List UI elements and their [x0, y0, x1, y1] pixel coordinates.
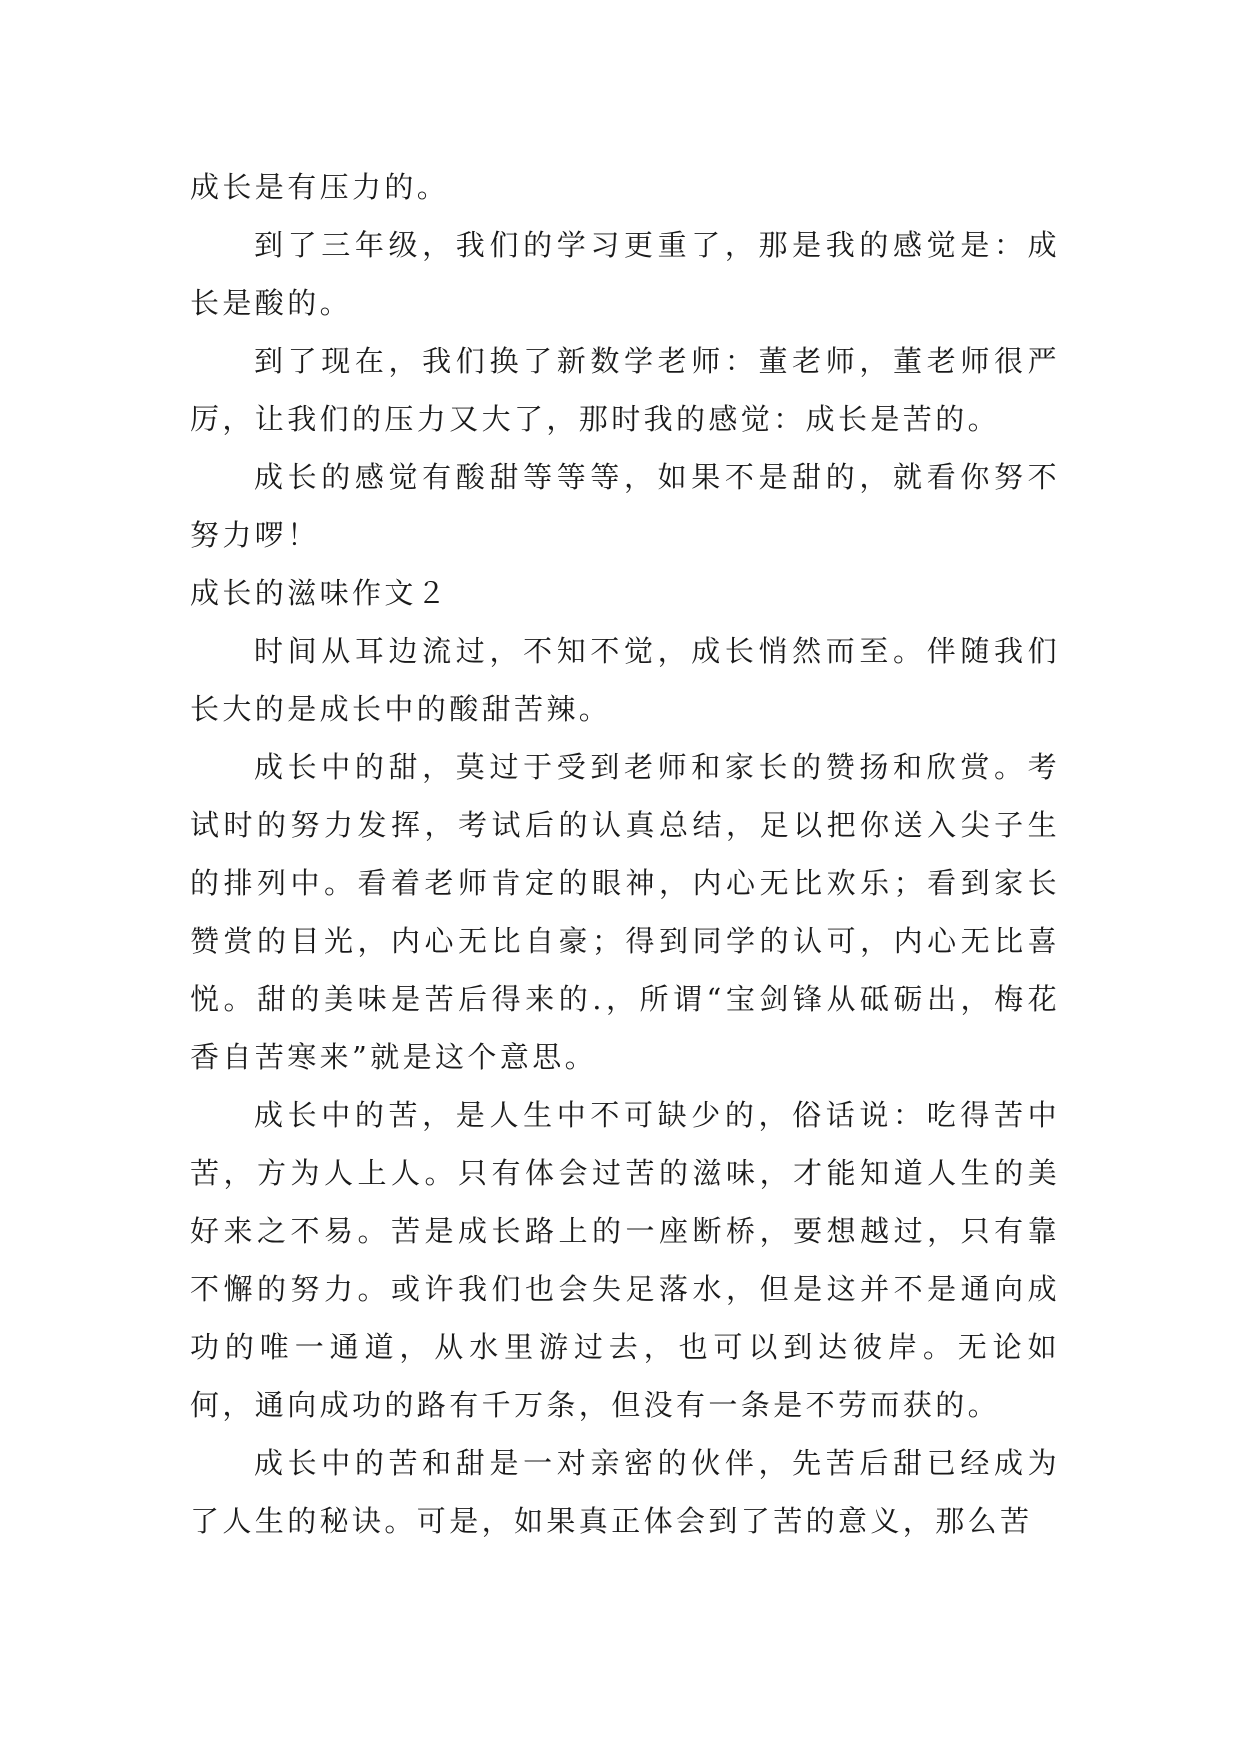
paragraph: 成长中的苦，是人生中不可缺少的，俗话说：吃得苦中苦，方为人上人。只有体会过苦的滋味，才能知道人生的美好来之不易。苦是成长路上的一座断桥，要想越过，只有靠不懈的努力。或许我们也会失足落水，但是这并不是通向成功的唯一通道，从水里游过去，也可以到达彼岸。无论如何，通向成功的路有千万条，但没有一条是不劳而获的。 — [190, 1098, 1060, 1422]
paragraph: 成长是有压力的。 — [190, 170, 450, 204]
paragraph: 到了三年级，我们的学习更重了，那是我的感觉是：成长是酸的。 — [190, 228, 1060, 320]
paragraph: 成长的感觉有酸甜等等等，如果不是甜的，就看你努不努力啰！ — [190, 460, 1060, 552]
document-body — [190, 158, 1060, 1550]
paragraph: 成长中的苦和甜是一对亲密的伙伴，先苦后甜已经成为了人生的秘诀。可是，如果真正体会到了苦的意义，那么苦 — [190, 1446, 1060, 1538]
paragraph: 成长中的甜，莫过于受到老师和家长的赞扬和欣赏。考试时的努力发挥，考试后的认真总结，足以把你送入尖子生的排列中。看着老师肯定的眼神，内心无比欢乐；看到家长赞赏的目光，内心无比自豪；得到同学的认可，内心无比喜悦。甜的美味是苦后得来的.，所谓“宝剑锋从砥砺出，梅花香自苦寒来”就是这个意思。 — [190, 750, 1060, 1074]
paragraph: 到了现在，我们换了新数学老师：董老师，董老师很严厉，让我们的压力又大了，那时我的感觉：成长是苦的。 — [190, 344, 1060, 436]
section-heading: 成长的滋味作文２ — [190, 576, 450, 610]
paragraph: 时间从耳边流过，不知不觉，成长悄然而至。伴随我们长大的是成长中的酸甜苦辣。 — [190, 634, 1060, 726]
